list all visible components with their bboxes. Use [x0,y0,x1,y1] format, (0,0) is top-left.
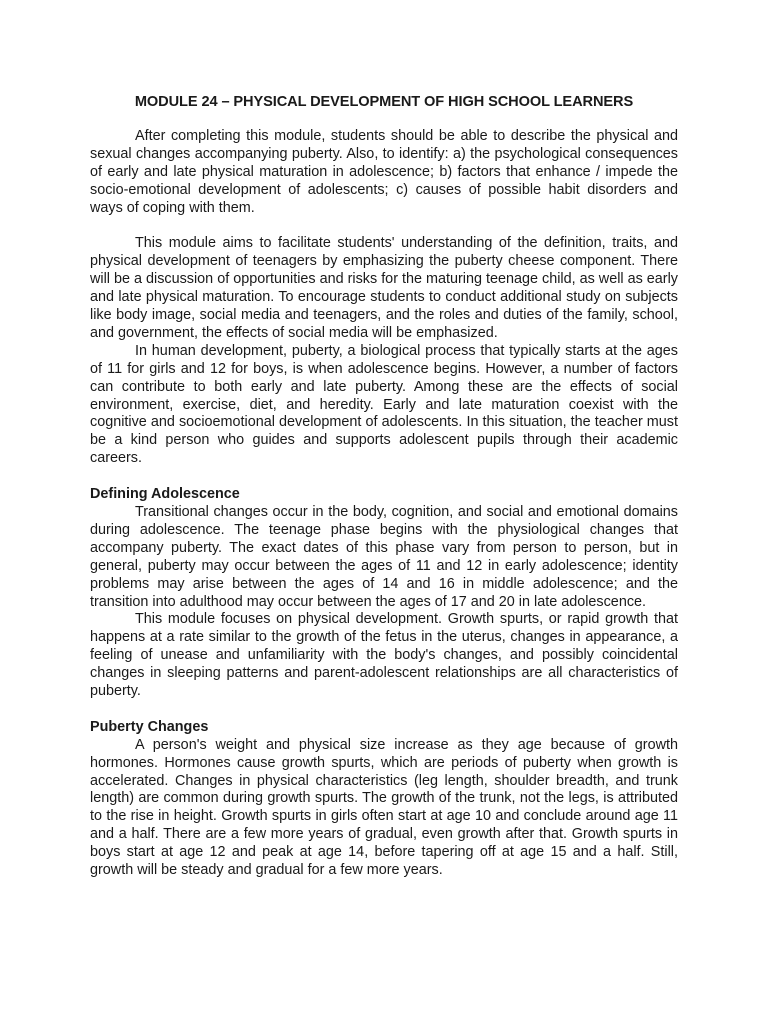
defining-paragraph-transitions: Transitional changes occur in the body, cognition, and social and emotional domains during adolescence. The teenage phase begins with the physiological changes that accompany puberty. The exact dates of this phase vary from person to person, but in general, puberty may occur between the ages of 11 and 12 in early adolescence; identity problems may arise between the ages of 14 and 16 in middle adolescence; and the transition into adulthood may occur between the ages of 17 and 20 in late adolescence. [90,504,678,610]
paragraph-gap [90,468,678,486]
page-title: MODULE 24 – PHYSICAL DEVELOPMENT OF HIGH SCHOOL LEARNERS [134,94,634,110]
puberty-paragraph-growth: A person's weight and physical size increase as they age because of growth hormones. Hormones cause growth spurts, which are periods of puberty when growth is accelerated. Changes in physical characteristics (leg length, shoulder breadth, and trunk length) are common during growth spurts. The growth of the trunk, not the legs, is attributed to the rise in height. Growth spurts in girls often start at age 10 and conclude around age 11 and a half. There are a few more years of gradual, even growth after that. Growth spurts in boys start at age 12 and peak at age 14, before tapering off at age 15 and a half. Still, growth will be steady and gradual for a few more years. [90,736,678,879]
intro-paragraph-aims: This module aims to facilitate students' understanding of the definition, traits, and physical development of teenagers by emphasizing the puberty cheese component. There will be a discussion of opportunities and risks for the maturing teenage child, as well as early and late physical maturation. To encourage students to conduct additional study on subjects like body image, social media and teenagers, and the roles and duties of the family, school, and government, the effects of social media will be emphasized. [90,235,678,341]
intro-paragraph-objectives: After completing this module, students should be able to describe the physical and sexual changes accompanying puberty. Also, to identify: a) the psychological consequences of early and late physical maturation in adolescence; b) factors that enhance / impede the socio-emotional development of adolescents; c) causes of possible habit disorders and ways of coping with them. [90,128,678,216]
paragraph-gap [90,701,678,719]
paragraph-gap [90,218,678,236]
section-heading-defining-adolescence: Defining Adolescence [90,486,240,503]
intro-paragraph-puberty: In human development, puberty, a biological process that typically starts at the ages of 11 for girls and 12 for boys, is when adolescence begins. However, a number of factors can contribute to both early and late puberty. Among these are the effects of social environment, exercise, diet, and heredity. Early and late maturation coexist with the cognitive and socioemotional development of adolescents. In this situation, the teacher must be a kind person who guides and supports adolescent pupils through their academic careers. [90,342,678,467]
defining-paragraph-focus: This module focuses on physical development. Growth spurts, or rapid growth that happens at a rate similar to the growth of the fetus in the uterus, changes in appearance, a feeling of unease and unfamiliarity with the body's changes, and possibly coincidental changes in sleeping patterns and parent-adolescent relationships are all characteristics of puberty. [90,611,678,700]
document-page [90,93,678,880]
section-heading-puberty-changes: Puberty Changes [90,718,209,735]
